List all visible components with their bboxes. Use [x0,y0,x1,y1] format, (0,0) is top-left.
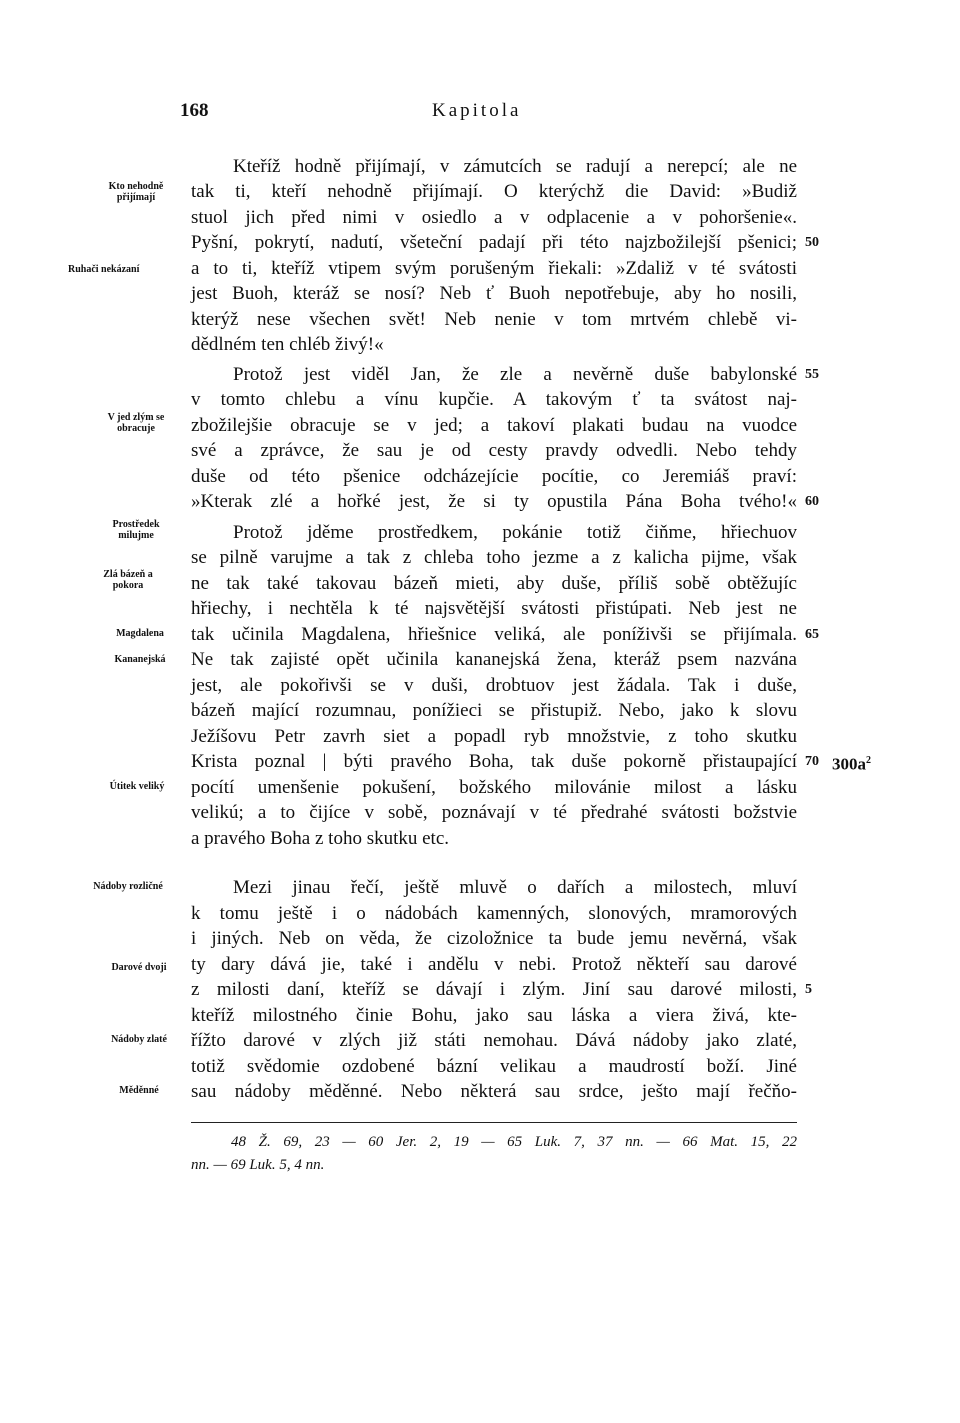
text-line: ty dary dává jie, také i andělu v nebi. Protož někteří sau darové [191,954,797,975]
line-number: 70 [805,754,819,769]
line-number: 60 [805,494,819,509]
text-line: Protož jděme prostředkem, pokánie totiž čiňme, hřiechuov [233,522,797,543]
text-line: kterýž nese všechen svět! Neb nenie v tom mrtvém chlebě vi- [191,309,797,330]
margin-note: Měděnné [119,1085,159,1096]
text-line: Protož jest viděl Jan, že zle a nevěrně duše babylonské [233,364,797,385]
text-line: kteříž milostného činie Bohu, jako sau láska a viera živá, kte- [191,1005,797,1026]
text-line: duše od této pšenice odcházejície pocítie, co Jeremiáš praví: [191,466,797,487]
text-line: pocítí umenšenie pokušení, božského milovánie milost a lásku [191,777,797,798]
text-line: tak ti, kteří nehodně přijímají. O kterýchž die David: »Budiž [191,181,797,202]
margin-note: Nádoby zlaté [111,1034,167,1045]
margin-note: Zlá bázeň a pokora [103,569,153,591]
text-line: Pyšní, pokrytí, nadutí, všeteční padají při této najzbožilejší pšenici; [191,232,797,253]
margin-note: Darové dvoji [111,962,167,973]
folio-reference [832,748,871,778]
text-line: jest, ale pokořivši se v duši, drobtuov jest žádala. Tak i duše, [191,675,797,696]
text-line: tak učinila Magdalena, hřiešnice veliká, ale poníživši se přijímala. [191,624,797,645]
margin-note: Kananejská [114,654,166,665]
margin-note: Nádoby rozličné [93,881,163,892]
page-header [0,100,960,130]
folio-sup: 2 [866,755,871,766]
text-line: z milosti daní, kteříž se dávají i zlým. Jiní sau darové milosti, [191,979,797,1000]
text-line: a pravého Boha z toho skutku etc. [191,828,450,849]
margin-note: Magdalena [116,628,164,639]
page-number: 168 [180,100,209,121]
text-line: Ježíšovu Petr zavrh siet a popadl ryb množstvie, z toho skutku [191,726,797,747]
text-line: v tomto chlebu a vínu kupčie. A takovým ť ta svátost naj- [191,389,797,410]
text-line: Kteříž hodně přijímají, v zámutcích se radují a nerepcí; ale ne [233,156,797,177]
text-line: stuol jich před nimi v osiedlo a v odplacenie a v pohoršenie«. [191,207,797,228]
footnote-line: 48 Ž. 69, 23 — 60 Jer. 2, 19 — 65 Luk. 7, 37 nn. — 66 Mat. 15, 22 [231,1134,797,1150]
text-line: dědlném ten chléb živý!« [191,334,384,355]
text-line: k tomu ještě i o nádobách kamenných, slonových, mramorových [191,903,797,924]
line-number: 55 [805,367,819,382]
margin-note: Ruhači nekázaní [68,264,140,275]
footnote-divider [191,1122,797,1123]
running-title: Kapitola [432,100,522,121]
margin-note: Prostředek milujme [112,519,160,541]
text-line: hřiechy, i nechtěla k té najsvětější svátosti přistúpati. Neb jest ne [191,598,797,619]
text-line: sau nádoby měděnné. Nebo některá sau srdce, ješto mají řečňo- [191,1081,797,1102]
text-line: jest Buoh, kteráž se nosí? Neb ť Buoh nepotřebuje, aby ho nosili, [191,283,797,304]
footnote-line: nn. — 69 Luk. 5, 4 nn. [191,1157,325,1173]
margin-note: Útitek veliký [109,781,165,792]
line-number: 65 [805,627,819,642]
margin-note: V jed zlým se obracuje [107,412,165,434]
text-line: zbožilejšie obracuje se v jed; a takoví plakati budau na vuodce [191,415,797,436]
line-number: 5 [805,982,812,997]
margin-note: Kto nehodně přijímají [108,181,164,203]
text-line: i jiných. Neb on věda, že cizoložnice ta bude jemu nevěrná, však [191,928,797,949]
text-line: Ne tak zajisté opět učinila kananejská žena, kteráž psem nazvána [191,649,797,670]
text-line: se pilně varujme a tak z chleba toho jezme a z kalicha pijme, však [191,547,797,568]
text-line: ne tak také takovau bázeň mieti, aby duše, příliš sobě obtěžujíc [191,573,797,594]
text-line: řížto darové v zlých již státi nemohau. Dává nádoby jako zlaté, [191,1030,797,1051]
text-line: »Kterak zlé a hořké jest, že si ty opustila Pána Boha tvého!« [191,491,797,512]
text-line: velikú; a to čijíce v sobě, poznávají v té předrahé svátosti božstvie [191,802,797,823]
text-line: a to ti, kteříž vtipem svým porušeným řiekali: »Zdaliž v té svátosti [191,258,797,279]
text-line: Krista poznal | býti pravého Boha, tak duše pokorně přistaupající [191,751,797,772]
text-line: bázeň mající rozumnau, ponížieci se přistupiž. Nebo, jako k slovu [191,700,797,721]
folio-main: 300a [832,754,866,774]
text-line: totiž svědomie ozdobené bázní velikau a maudrostí boží. Jiné [191,1056,797,1077]
text-line: své a zprávce, že sau je od cesty pravdy odvedli. Nebo tehdy [191,440,797,461]
text-line: Mezi jinau řečí, ještě mluvě o dařích a milostech, mluví [233,877,797,898]
line-number: 50 [805,235,819,250]
